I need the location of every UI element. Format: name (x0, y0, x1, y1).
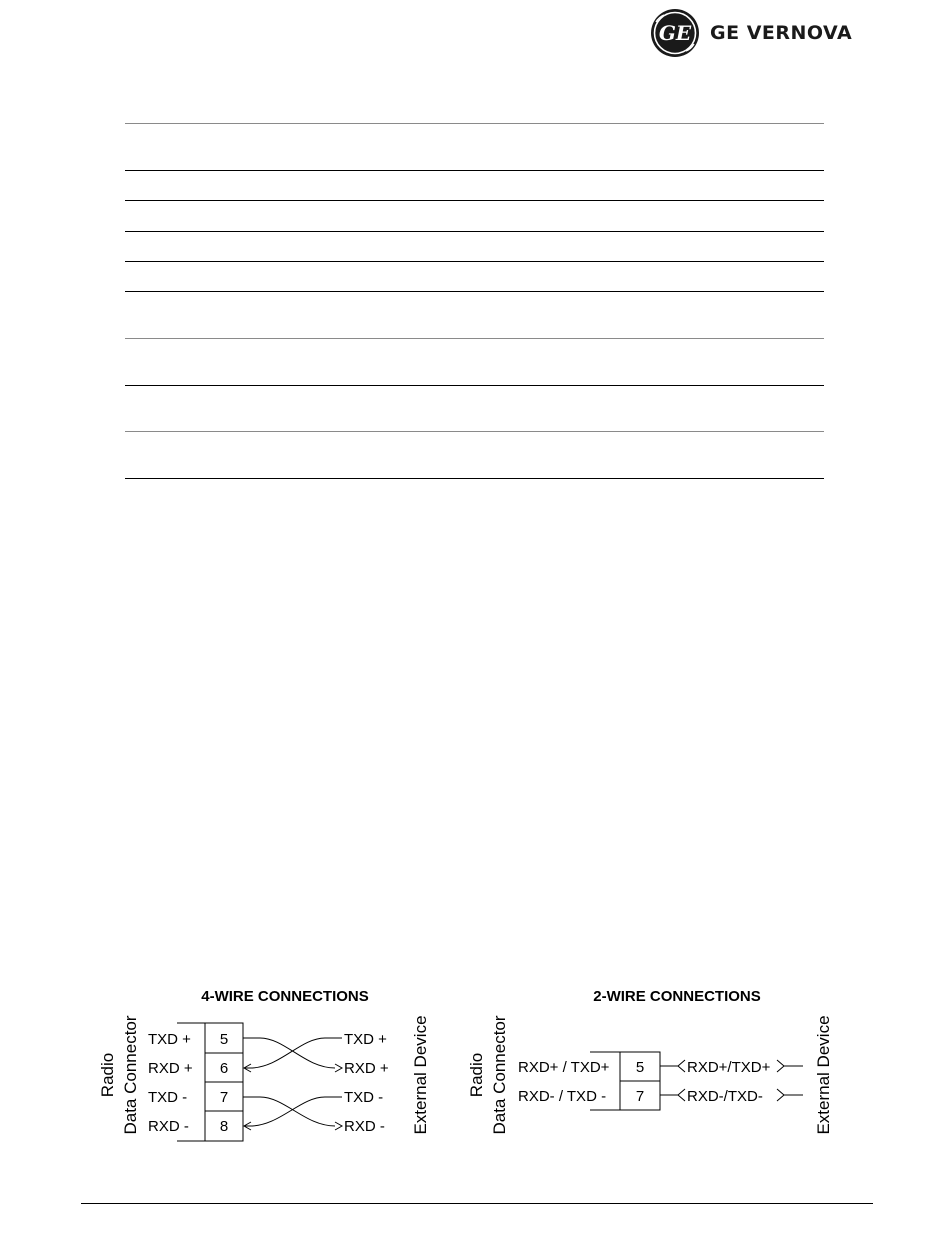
device-signal-txd-plus: TXD + (344, 1031, 387, 1048)
data-connector-label: Data Connector (490, 1015, 509, 1135)
external-device-label: External Device (814, 1015, 833, 1135)
device-signal-rxd-plus: RXD + (344, 1060, 389, 1077)
pin-number: 5 (635, 1059, 645, 1076)
pin-number: 7 (635, 1088, 645, 1105)
connector-signal-txd-plus: TXD + (148, 1031, 191, 1048)
brand-name: GE VERNOVA (710, 22, 853, 44)
device-signal-rxd-txd-plus: RXD+/TXD+ (687, 1059, 771, 1076)
four-wire-diagram (95, 980, 445, 1155)
connector-signal-txd-minus: TXD - (148, 1089, 188, 1106)
data-connector-label: Data Connector (121, 1015, 140, 1135)
radio-label: Radio (98, 1052, 117, 1098)
table-rule (125, 170, 824, 171)
table-rule (125, 200, 824, 201)
table-rule (125, 431, 824, 432)
pin-number: 5 (219, 1031, 229, 1048)
table-rule (125, 261, 824, 262)
table-rule (125, 291, 824, 292)
brand-logo (650, 8, 870, 58)
two-wire-diagram (465, 980, 845, 1155)
device-signal-rxd-txd-minus: RXD-/TXD- (687, 1088, 763, 1105)
connector-signal-rxd-plus: RXD + (148, 1060, 193, 1077)
table-rule (125, 123, 824, 124)
diagram-title: 4-WIRE CONNECTIONS (201, 988, 369, 1005)
logo-monogram: GE (658, 21, 692, 45)
ge-monogram-icon (650, 8, 700, 58)
device-signal-rxd-minus: RXD - (344, 1118, 385, 1135)
connector-signal-rxd-minus: RXD - (148, 1118, 189, 1135)
table-rule (125, 478, 824, 479)
crossover-wires (243, 1038, 342, 1126)
table-rule (125, 231, 824, 232)
footer-divider (81, 1203, 873, 1204)
table-rule (125, 385, 824, 386)
pin-number: 7 (219, 1089, 229, 1106)
pin-number: 8 (219, 1118, 229, 1135)
connector-signal-rxd-txd-minus: RXD- / TXD - (518, 1088, 607, 1105)
external-device-label: External Device (411, 1015, 430, 1135)
diagram-title: 2-WIRE CONNECTIONS (593, 988, 761, 1005)
spec-table (125, 123, 824, 479)
connector-signal-rxd-txd-plus: RXD+ / TXD+ (518, 1059, 610, 1076)
radio-label: Radio (467, 1052, 486, 1098)
pin-number: 6 (219, 1060, 229, 1077)
device-signal-txd-minus: TXD - (344, 1089, 384, 1106)
table-rule (125, 338, 824, 339)
